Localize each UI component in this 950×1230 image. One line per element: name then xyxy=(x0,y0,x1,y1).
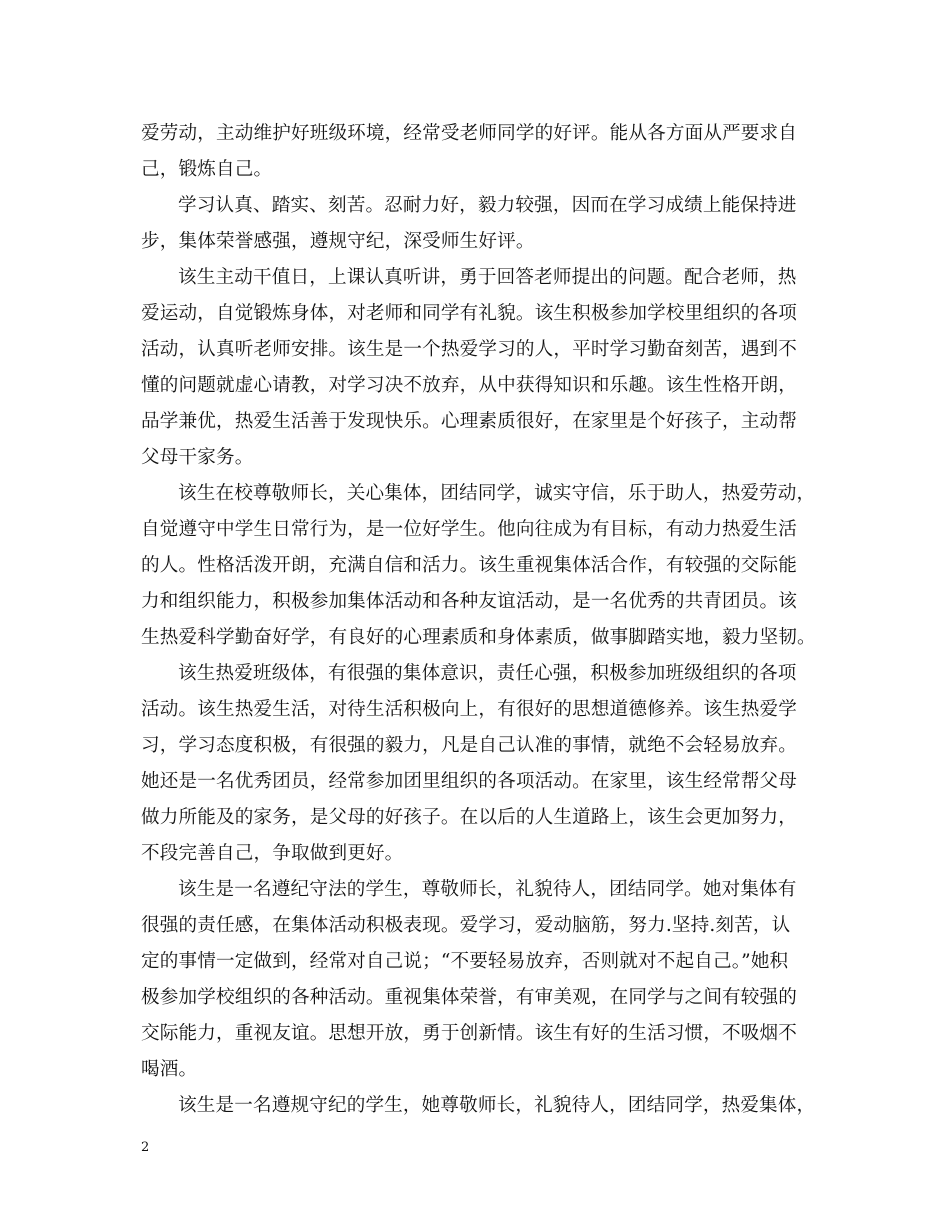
text-line: 自觉遵守中学生日常行为，是一位好学生。他向往成为有目标，有动力热爱生活 xyxy=(141,519,798,540)
text-line: 品学兼优，热爱生活善于发现快乐。心理素质很好，在家里是个好孩子，主动帮 xyxy=(141,411,798,432)
text-line: 该生在校尊敬师长，关心集体，团结同学，诚实守信，乐于助人，热爱劳动， xyxy=(178,483,816,504)
text-line: 生热爱科学勤奋好学，有良好的心理素质和身体素质，做事脚踏实地，毅力坚韧。 xyxy=(141,627,816,648)
text-line: 学习认真、踏实、刻苦。忍耐力好，毅力较强，因而在学习成绩上能保持进 xyxy=(178,195,797,216)
text-line: 己，锻炼自己。 xyxy=(141,159,273,180)
text-line: 做力所能及的家务，是父母的好孩子。在以后的人生道路上，该生会更加努力， xyxy=(141,807,798,828)
text-line: 她还是一名优秀团员，经常参加团里组织的各项活动。在家里，该生经常帮父母 xyxy=(141,771,798,792)
text-line: 不段完善自己，争取做到更好。 xyxy=(141,843,404,864)
text-line: 力和组织能力，积极参加集体活动和各种友谊活动，是一名优秀的共青团员。该 xyxy=(141,591,798,612)
text-line: 该生主动干值日，上课认真听讲，勇于回答老师提出的问题。配合老师，热 xyxy=(178,267,797,288)
text-line: 定的事情一定做到，经常对自己说；“不要轻易放弃，否则就对不起自己。”她积 xyxy=(141,951,789,972)
text-line: 爱劳动，主动维护好班级环境，经常受老师同学的好评。能从各方面从严要求自 xyxy=(141,123,798,144)
text-line: 步，集体荣誉感强，遵规守纪，深受师生好评。 xyxy=(141,231,535,252)
text-line: 习，学习态度积极，有很强的毅力，凡是自己认准的事情，就绝不会轻易放弃。 xyxy=(141,735,798,756)
text-line: 该生热爱班级体，有很强的集体意识，责任心强，积极参加班级组织的各项 xyxy=(178,663,797,684)
text-line: 爱运动，自觉锻炼身体，对老师和同学有礼貌。该生积极参加学校里组织的各项 xyxy=(141,303,798,324)
text-line: 的人。性格活泼开朗，充满自信和活力。该生重视集体活合作，有较强的交际能 xyxy=(141,555,798,576)
text-line: 父母干家务。 xyxy=(141,447,254,468)
text-line: 活动，认真听老师安排。该生是一个热爱学习的人，平时学习勤奋刻苦，遇到不 xyxy=(141,339,798,360)
text-line: 喝酒。 xyxy=(141,1059,198,1080)
page-number: 2 xyxy=(141,1140,150,1155)
text-line: 懂的问题就虚心请教，对学习决不放弃，从中获得知识和乐趣。该生性格开朗， xyxy=(141,375,798,396)
text-line: 该生是一名遵规守纪的学生，她尊敬师长，礼貌待人，团结同学，热爱集体， xyxy=(178,1095,816,1116)
text-line: 交际能力，重视友谊。思想开放，勇于创新情。该生有好的生活习惯，不吸烟不 xyxy=(141,1023,798,1044)
text-line: 活动。该生热爱生活，对待生活积极向上，有很好的思想道德修养。该生热爱学 xyxy=(141,699,798,720)
text-line: 极参加学校组织的各种活动。重视集体荣誉，有审美观，在同学与之间有较强的 xyxy=(141,987,798,1008)
text-line: 很强的责任感，在集体活动积极表现。爱学习，爱动脑筋，努力.坚持.刻苦，认 xyxy=(141,915,791,936)
text-line: 该生是一名遵纪守法的学生，尊敬师长，礼貌待人，团结同学。她对集体有 xyxy=(178,879,797,900)
